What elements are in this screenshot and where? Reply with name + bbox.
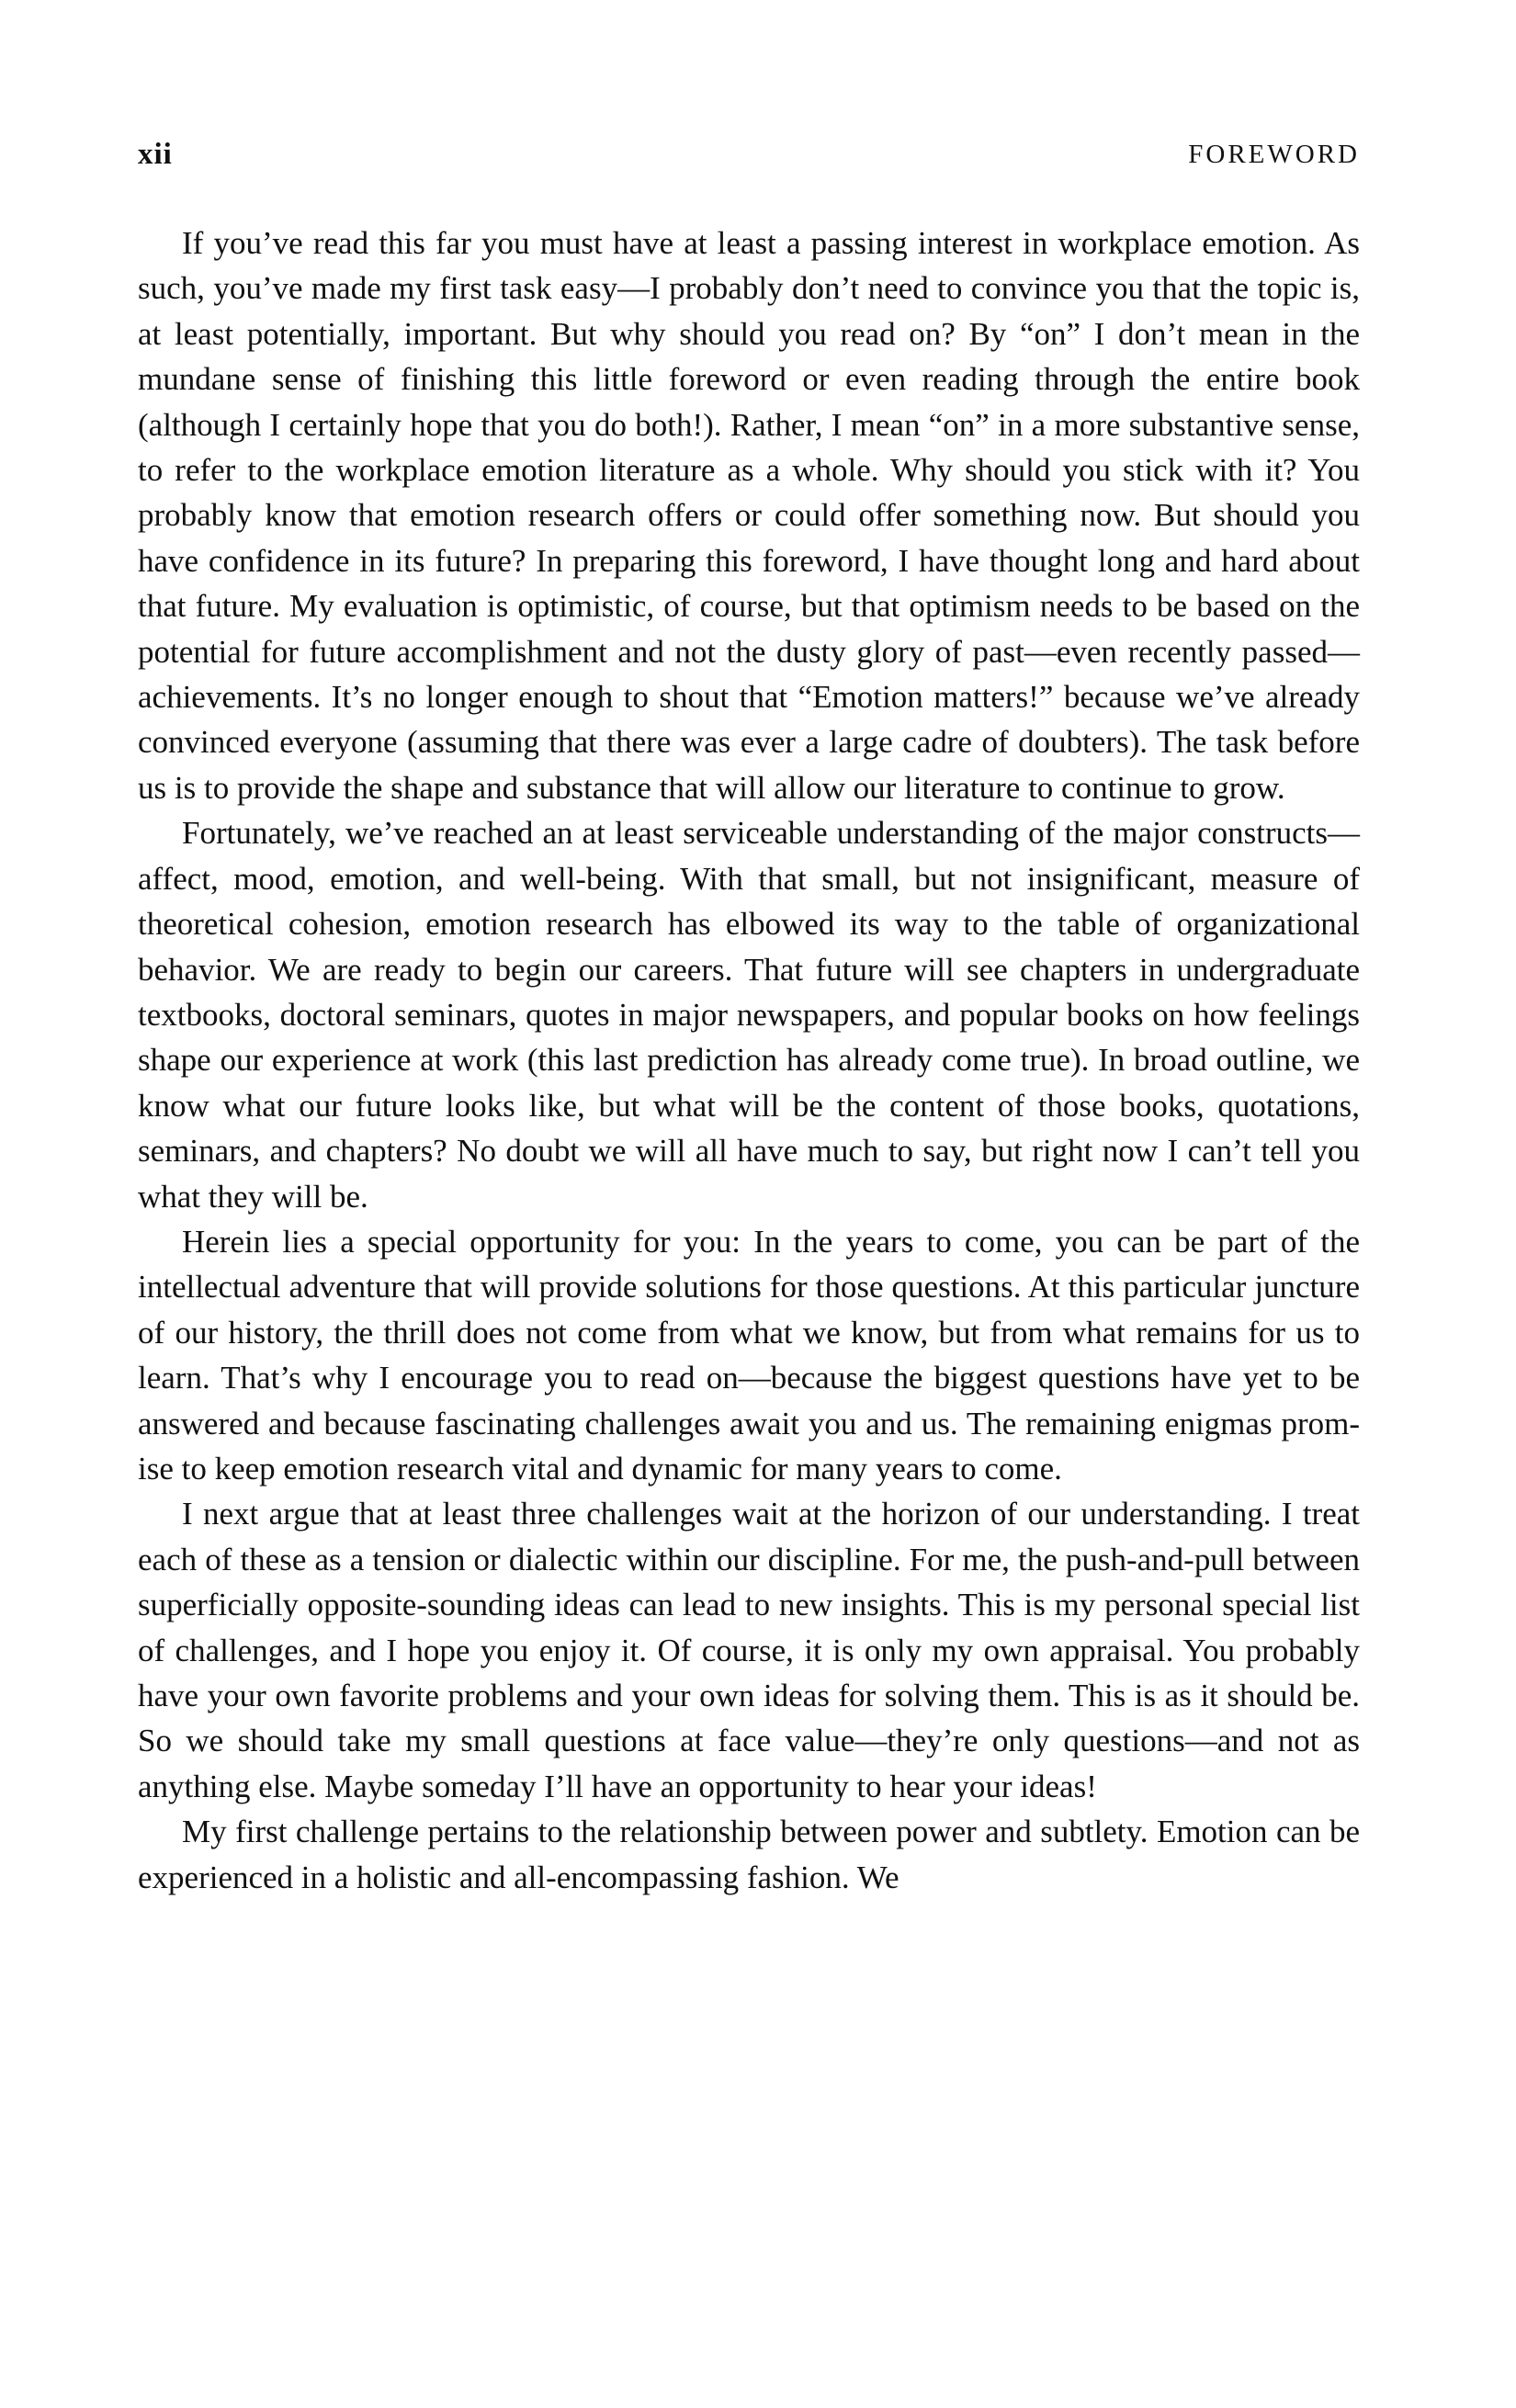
paragraph: Herein lies a special opportunity for you: In the years to come, you can be part of the intellectual adventure that will provide solutions for those questions. At this particular juncture of our history, the thrill does not come from what we know, but from what remains for us to learn. That’s why I encourage you to read on—because the biggest questions have yet to be answered and because fascinating challenges await you and us. The remaining enigmas promise to keep emotion research vital and dynamic for many years to come.	[138, 1223, 1360, 1487]
running-head	[138, 138, 1360, 175]
paragraph: My first challenge pertains to the relationship between power and subtlety. Emotion can be experienced in a holistic and all-encompassing fashion. We	[138, 1814, 1360, 1895]
paragraph: Fortunately, we’ve reached an at least serviceable understanding of the major constructs—affect, mood, emotion, and well-being. With that small, but not insignificant, measure of theoretical cohesion, emotion research has elbowed its way to the table of organizational behavior. We are ready to begin our careers. That future will see chapters in undergraduate textbooks, doctoral seminars, quotes in major newspapers, and popular books on how feelings shape our experience at work (this last prediction has already come true). In broad outline, we know what our future looks like, but what will be the content of those books, quotations, seminars, and chapters? No doubt we will all have much to say, but right now I can’t tell you what they will be.	[138, 815, 1360, 1215]
book-page	[138, 0, 1360, 2408]
page-number: xii	[138, 138, 173, 171]
paragraph: If you’ve read this far you must have at least a passing interest in workplace emotion. As such, you’ve made my first task easy—I probably don’t need to convince you that the topic is, at least potentially, important. But why should you read on? By “on” I don’t mean in the mundane sense of finishing this little foreword or even reading through the entire book (although I certainly hope that you do both!). Rather, I mean “on” in a more substantive sense, to refer to the workplace emotion literature as a whole. Why should you stick with it? You probably know that emotion research offers or could offer something now. But should you have confidence in its future? In preparing this foreword, I have thought long and hard about that future. My evaluation is optimistic, of course, but that optimism needs to be based on the potential for future accomplishment and not the dusty glory of past—even recently passed—achievements. It’s no longer enough to shout that “Emotion matters!” because we’ve already convinced everyone (assuming that there was ever a large cadre of doubters). The task before us is to provide the shape and substance that will allow our literature to continue to grow.	[138, 225, 1360, 806]
section-title: FOREWORD	[1188, 140, 1360, 169]
paragraph: I next argue that at least three challenges wait at the horizon of our understanding. I treat each of these as a tension or dialectic within our discipline. For me, the push-and-pull between superficially opposite-sounding ideas can lead to new insights. This is my personal special list of challenges, and I hope you enjoy it. Of course, it is only my own appraisal. You probably have your own favorite problems and your own ideas for solving them. This is as it should be. So we should take my small questions at face value—they’re only questions—and not as anything else. Maybe someday I’ll have an opportunity to hear your ideas!	[138, 1496, 1360, 1804]
body-text	[138, 220, 1360, 1900]
